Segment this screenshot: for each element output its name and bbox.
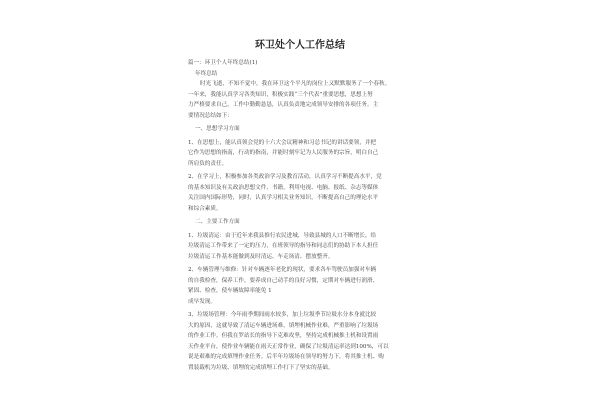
body-line: 的作业工作。但我在罗站长的指导下克难攻坚，坚持完成机械推土机和设置雨	[188, 333, 379, 339]
body-line: 和综合素质。	[188, 205, 222, 212]
body-line: 大的原因，这就导致了清运车辆进场难，填埋机械作业难，严重影响了垃圾场	[188, 322, 379, 329]
document-title: 环卫处个人工作总结	[255, 40, 345, 51]
body-line: 1、垃圾清运：由于近年来我县推行农民进城，导致县城的人口不断增长，给	[188, 232, 377, 239]
body-line: 2、在学习上，积极参加各类政治学习及教育活动，认真学习不断提高水平，党	[188, 174, 382, 180]
body-line: 力严格要求自己，工作中勤勤恳恳，认真负责地完成领导安排的各项任务。主	[188, 102, 379, 108]
body-line: 成早发现。	[188, 298, 216, 305]
body-line: 要情况总结如下：	[188, 112, 233, 119]
body-line: 垃圾清运工作基本能做到及时清运、车走场清、摆放整齐。	[188, 253, 334, 260]
body-line: 1、在思想上，能认真领会党的十六大会议精神和习总书记的讲话要领，并把	[188, 139, 377, 146]
body-line: 2、车辆管理与维修：针对车辆逐年老化的现状，要求各车驾驶员加强对车辆	[188, 267, 377, 273]
body-line: 紧固、检查，使车辆故障率能免 1	[188, 288, 272, 294]
body-line: 天作业平台，使作业车辆能在雨天正常作业，确保了垃圾清运率达到100%，可以	[188, 343, 389, 350]
body-line: 的自我检查，保养工作，要养成自己动手的良好习惯，定期对车辆进行润滑、	[188, 277, 379, 284]
body-line: 它作为思想的指南，行动的指南，并能时刻牢记为人民服务的宗旨，明白自己	[188, 150, 379, 156]
document-sheet	[180, 30, 420, 400]
body-line: 关注国内国际形势，同时，认真学习相关业务知识，不断提高自己的理论水平	[188, 195, 379, 201]
body-line: 置装载机为垃圾、填埋的完成填埋工作打下了坚实的基础。	[188, 364, 334, 371]
body-line: 所肩负的责任。	[188, 160, 228, 167]
body-line: 3、垃圾场管理：今年雨季期间雨水较多，加上垃圾季节垃圾水分本身就比较	[188, 312, 377, 318]
body-line: 的基本知识及有关政治思想文件、书籍，利用电视、电脑、报纸、杂志等媒体	[188, 184, 379, 191]
document-body	[180, 58, 420, 373]
body-line: 垃圾清运工作带来了一定的压力，在班领导的指导和同志们的协助下本人担任	[188, 243, 379, 249]
body-line: 一、思想学习方面	[195, 126, 240, 132]
body-line: 一年来，我能认真学习各类知识，积极实践“三个代表”重要思想，思想上努	[188, 91, 373, 98]
body-line: 说是艰难的完成填埋作业任务。后半年垃圾场在领导的努力下，将其推土机、购	[188, 354, 384, 360]
body-line: 年终总结	[195, 70, 218, 77]
body-line: 时光飞逝，不知不觉中，我在环卫这个平凡的岗位上又默默服务了一个春秋。	[200, 81, 391, 87]
body-line: 二、主要工作方面	[195, 219, 240, 225]
body-line: 篇一：环卫个人年终总结(1)	[188, 60, 258, 66]
